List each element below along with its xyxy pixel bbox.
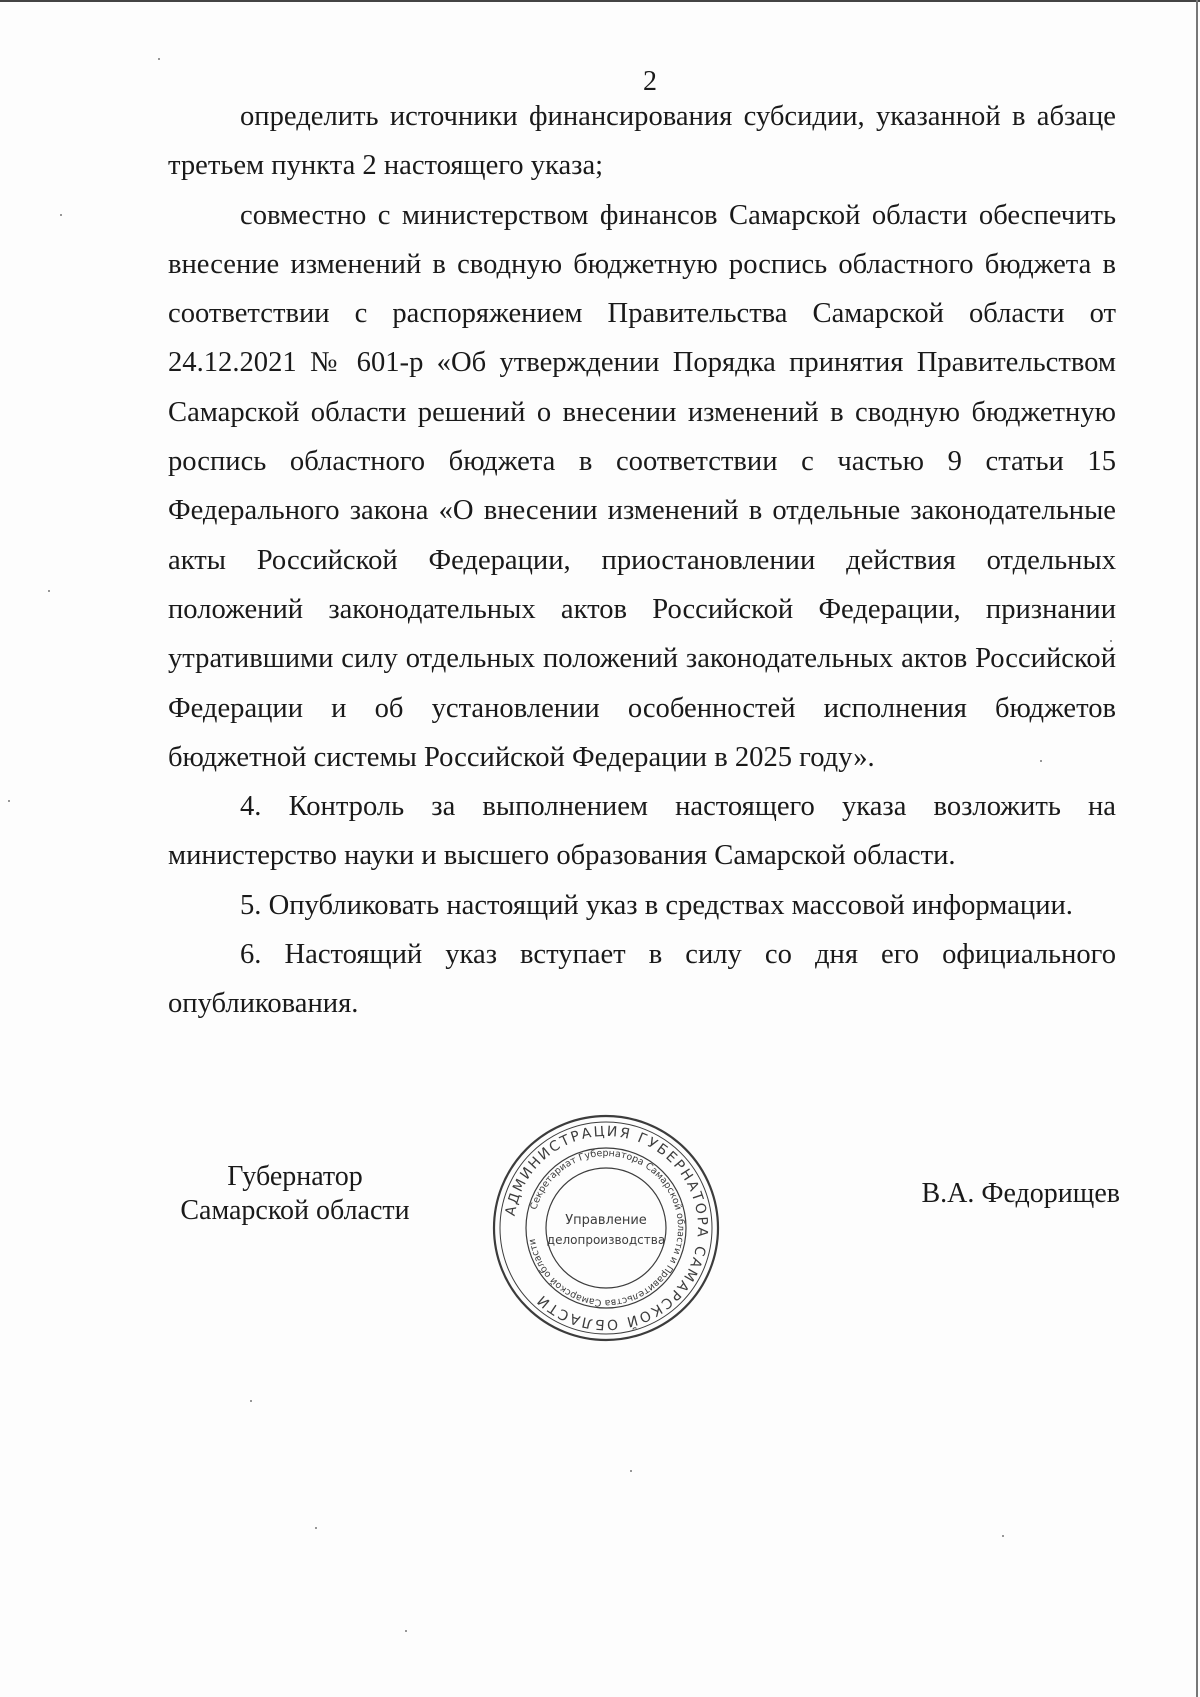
scan-speck [60, 214, 62, 216]
scan-speck [1040, 760, 1042, 762]
scan-speck [8, 800, 10, 802]
signatory-name: В.А. Федорищев [921, 1178, 1120, 1209]
scan-speck [1110, 640, 1112, 642]
signatory-title-line2: Самарской области [180, 1195, 410, 1226]
scan-speck [315, 1527, 317, 1529]
scan-speck [405, 1630, 407, 1632]
svg-text:Секретариат Губернатора Самарс [527, 1148, 686, 1308]
stamp-inner-text: Секретариат Губернатора Самарской области и Правительства Самарской области [526, 1147, 687, 1309]
paragraph-budget-changes: совместно с министерством финансов Самарской области обеспечить внесение изменений в сводную бюджетную роспись областного бюджета в соответствии с распоряжением Правительства Самарской области от 24.12.2021 № 601-р «Об утверждении Порядка принятия Правительством Самарской области решений о внесении изменений в сводную бюджетную роспись областного бюджета в соответствии с частью 9 статьи 15 Федерального закона «О внесении изменений в отдельные законодательные акты Российской Федерации, приостановлении действия отдельных положений законодательных актов Российской Федерации, признании утратившими силу отдельных положений законодательных актов Российской Федерации и об установлении особенностей исполнения бюджетов бюджетной системы Российской Федерации в 2025 году». [168, 199, 1116, 773]
scan-speck [250, 1400, 252, 1402]
scan-speck [1002, 1535, 1004, 1537]
paragraph-effective-date: 6. Настоящий указ вступает в силу со дня его официального опубликования. [168, 939, 1116, 1020]
page-number: 2 [643, 66, 657, 97]
top-border-line [0, 0, 1200, 2]
stamp-outer-text: АДМИНИСТРАЦИЯ ГУБЕРНАТОРА САМАРСКОЙ ОБЛАСТИ [502, 1123, 711, 1333]
paragraph-publish: 5. Опубликовать настоящий указ в средствах массовой информации. [240, 889, 1073, 921]
signatory-title-line1: Губернатор [227, 1161, 363, 1192]
signatory-title [160, 1160, 430, 1228]
stamp-center-line1: Управление [565, 1213, 647, 1228]
stamp-seal [490, 1112, 722, 1344]
document-body [168, 92, 1116, 1029]
stamp-center-line2: делопроизводства [546, 1233, 666, 1247]
scan-speck [48, 590, 50, 592]
scan-speck [158, 58, 160, 60]
scan-speck [630, 1470, 632, 1472]
right-border-line [1196, 0, 1198, 1697]
paragraph-define-sources: определить источники финансирования субсидии, указанной в абзаце третьем пункта 2 настоящего указа; [168, 101, 1116, 182]
official-stamp [490, 1112, 722, 1344]
paragraph-control: 4. Контроль за выполнением настоящего указа возложить на министерство науки и высшего образования Самарской области. [168, 791, 1116, 872]
